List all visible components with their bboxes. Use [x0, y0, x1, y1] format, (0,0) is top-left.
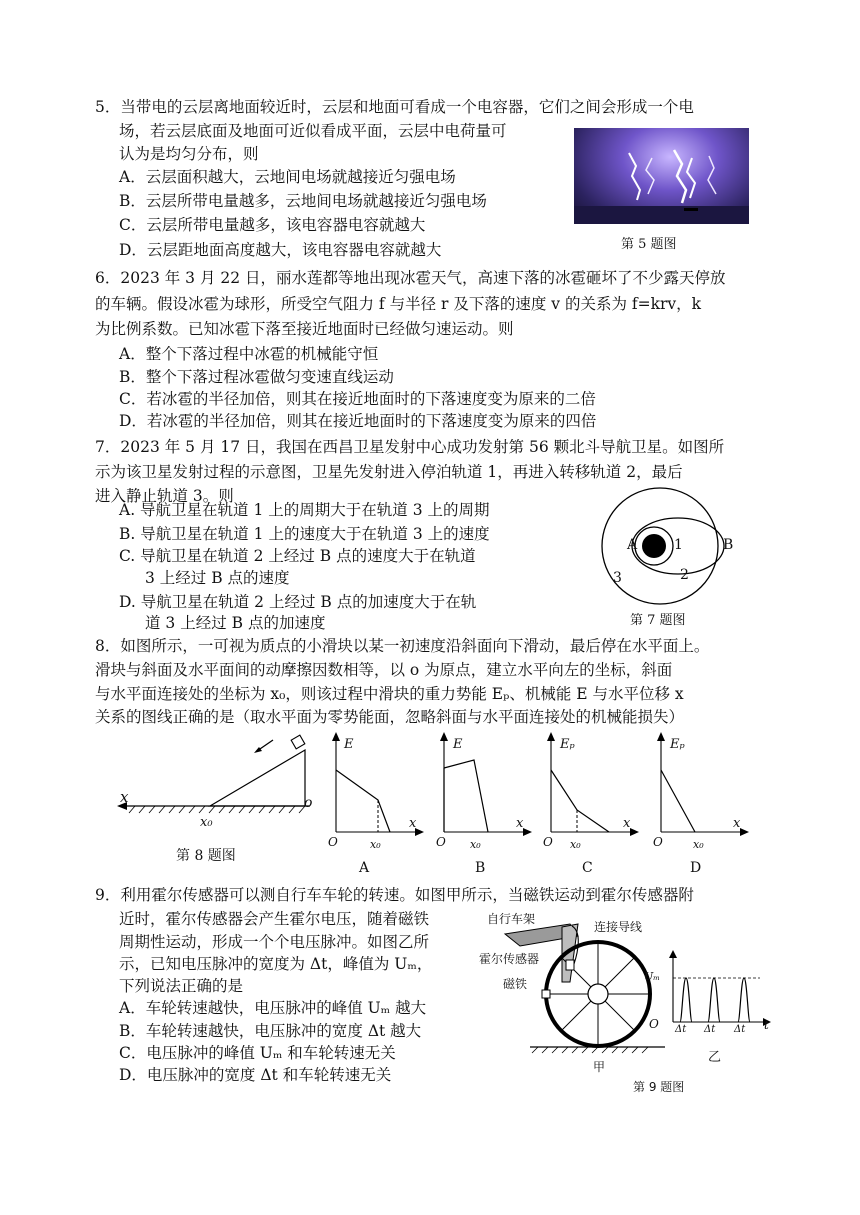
q5-stem-line2: 场，若云层底面及地面可近似看成平面，云层中电荷量可	[119, 122, 507, 140]
graph-a-x0: x₀	[370, 838, 381, 851]
q6-option-b: B．整个下落过程冰雹做匀变速直线运动	[119, 368, 394, 386]
um-label: Uₘ	[644, 970, 661, 983]
voltage-pulse-graph	[660, 950, 775, 1030]
q7-option-a: A. 导航卫星在轨道 1 上的周期大于在轨道 3 上的周期	[119, 501, 490, 519]
graph-b-xlabel: x	[516, 816, 524, 831]
graph-d-xlabel: x	[733, 816, 741, 831]
slope-diagram	[115, 735, 325, 825]
q7-option-c-line1: C. 导航卫星在轨道 2 上经过 B 点的速度大于在轨道	[119, 547, 476, 565]
q7-stem-line1: 7．2023 年 5 月 17 日，我国在西昌卫星发射中心成功发射第 56 颗北斗导航卫星。如图所	[95, 438, 725, 456]
figure-jia-label: 甲	[593, 1060, 606, 1074]
hall-sensor	[566, 960, 574, 970]
graph-c-ylabel: Eₚ	[560, 737, 575, 752]
graph-c-curve	[551, 770, 609, 832]
graph-c-xlabel: x	[623, 816, 631, 831]
q8-stem-line1: 8．如图所示，一可视为质点的小滑块以某一初速度沿斜面向下滑动，最后停在水平面上。	[95, 637, 710, 655]
option-a-label: A	[359, 860, 370, 876]
slope-triangle	[210, 750, 305, 806]
pulse-3-width-label: Δt	[734, 1024, 746, 1035]
graph-d-ylabel: Eₚ	[670, 737, 685, 752]
earth	[642, 534, 666, 558]
q9-stem-line3: 周期性运动，形成一个个电压脉冲。如图乙所	[119, 933, 430, 951]
q6-option-d: D．若冰雹的半径加倍，则其在接近地面时的下落速度变为原来的四倍	[119, 412, 597, 430]
q9-figure-caption: 第 9 题图	[633, 1080, 685, 1094]
graph-a-origin: O	[328, 835, 338, 849]
point-b-label: B	[723, 537, 734, 553]
graph-c-x0: x₀	[570, 838, 581, 851]
q5-option-a: A．云层面积越大，云地间电场就越接近匀强电场	[119, 168, 456, 186]
graph-d-x0: x₀	[693, 838, 704, 851]
q5-stem-line1: 5．当带电的云层离地面较近时，云层和地面可看成一个电容器，它们之间会形成一个电	[95, 98, 694, 116]
q9-option-d: D．电压脉冲的宽度 Δt 和车轮转速无关	[119, 1066, 392, 1084]
orbit-3-label: 3	[613, 570, 622, 586]
lightning-bolts	[574, 128, 749, 224]
q5-option-c: C．云层所带电量越多，该电容器电容就越大	[119, 216, 426, 234]
ground-hatch-wheel	[532, 1047, 648, 1053]
pulse-t-label: t	[764, 1018, 769, 1032]
q8-figure-caption: 第 8 题图	[176, 848, 236, 864]
q8-stem-line3: 与水平面连接处的坐标为 x₀，则该过程中滑块的重力势能 Eₚ、机械能 E 与水平位移 x	[95, 685, 684, 703]
graph-a-xlabel: x	[409, 816, 417, 831]
figure-yi-label: 乙	[708, 1050, 722, 1065]
graph-a-ylabel: E	[344, 737, 354, 752]
q7-stem-line2: 示为该卫星发射过程的示意图，卫星先发射进入停泊轨道 1，再进入转移轨道 2，最后	[95, 463, 683, 481]
hall-sensor-label: 霍尔传感器	[479, 952, 540, 966]
pulse-3	[738, 978, 750, 1022]
q5-figure-caption: 第 5 题图	[621, 237, 677, 252]
pulse-1	[680, 978, 692, 1022]
option-b-label: B	[475, 860, 486, 876]
magnet-label: 磁铁	[503, 977, 528, 991]
graph-b-x0: x₀	[470, 838, 481, 851]
q6-stem-line1: 6．2023 年 3 月 22 日，丽水莲都等地出现冰雹天气，高速下落的冰雹砸坏了不少露天停放	[95, 269, 726, 287]
q5-option-b: B．云层所带电量越多，云地间电场就越接近匀强电场	[119, 192, 487, 210]
q7-option-d-line2: 道 3 上经过 B 点的加速度	[145, 614, 326, 632]
graph-b-origin: O	[436, 835, 446, 849]
graph-b-ylabel: E	[453, 737, 463, 752]
slope-x0-label: x₀	[200, 815, 213, 830]
pulse-origin-label: O	[649, 1017, 659, 1031]
q6-option-c: C．若冰雹的半径加倍，则其在接近地面时的下落速度变为原来的二倍	[119, 390, 596, 408]
q7-option-c-line2: 3 上经过 B 点的速度	[145, 569, 290, 587]
q9-stem-line5: 下列说法正确的是	[119, 977, 244, 995]
graph-d-curve	[661, 770, 695, 832]
orbit-2-label: 2	[680, 567, 689, 583]
q9-option-b: B．车轮转速越快，电压脉冲的宽度 Δt 越大	[119, 1022, 422, 1040]
slope-o-label: o	[304, 795, 313, 811]
magnet	[542, 990, 550, 998]
q7-option-b: B. 导航卫星在轨道 1 上的速度大于在轨道 3 上的速度	[119, 525, 490, 543]
q6-stem-line2: 的车辆。假设冰雹为球形，所受空气阻力 f 与半径 r 及下落的速度 v 的关系为 f=krv，k	[95, 295, 702, 313]
q9-option-c: C．电压脉冲的峰值 Uₘ 和车轮转速无关	[119, 1044, 396, 1062]
q9-option-a: A．车轮转速越快，电压脉冲的峰值 Uₘ 越大	[119, 999, 427, 1017]
q9-stem-line2: 近时，霍尔传感器会产生霍尔电压，随着磁铁	[119, 910, 430, 928]
pulse-2	[708, 978, 720, 1022]
orbit-1-label: 1	[674, 537, 683, 553]
slope-x-label: x	[120, 788, 129, 806]
q9-stem-line4: 示，已知电压脉冲的宽度为 Δt，峰值为 Uₘ，	[119, 955, 433, 973]
q6-option-a: A．整个下落过程中冰雹的机械能守恒	[119, 345, 379, 363]
q7-figure-caption: 第 7 题图	[630, 613, 686, 628]
graph-a-curve	[336, 770, 390, 832]
bike-frame-label: 自行车架	[487, 912, 536, 926]
wire-label: 连接导线	[594, 920, 643, 934]
option-d-label: D	[690, 860, 702, 876]
q8-stem-line4: 关系的图线正确的是（取水平面为零势能面，忽略斜面与水平面连接处的机械能损失）	[95, 708, 685, 726]
ground-hatch	[129, 806, 305, 813]
q7-stem-line3: 进入静止轨道 3。则	[95, 487, 234, 505]
lightning-photo	[574, 128, 749, 224]
q5-option-d: D．云层距地面高度越大，该电容器电容就越大	[119, 241, 442, 259]
q6-stem-line3: 为比例系数。已知冰雹下落至接近地面时已经做匀速运动。则	[95, 320, 514, 338]
graph-d-origin: O	[653, 835, 663, 849]
q9-stem-line1: 9．利用霍尔传感器可以测自行车车轮的转速。如图甲所示，当磁铁运动到霍尔传感器附	[95, 886, 694, 904]
pulse-2-width-label: Δt	[704, 1024, 716, 1035]
point-a-label: A	[627, 537, 638, 553]
option-c-label: C	[582, 860, 593, 876]
slider-block	[291, 735, 305, 749]
q8-stem-line2: 滑块与斜面及水平面间的动摩擦因数相等，以 o 为原点，建立水平向左的坐标，斜面	[95, 661, 673, 679]
q7-option-d-line1: D. 导航卫星在轨道 2 上经过 B 点的加速度大于在轨	[119, 593, 477, 611]
graph-b-curve	[444, 760, 488, 832]
graph-c-origin: O	[543, 835, 553, 849]
pulse-1-width-label: Δt	[675, 1024, 687, 1035]
q5-stem-line3: 认为是均匀分布，则	[119, 145, 259, 163]
